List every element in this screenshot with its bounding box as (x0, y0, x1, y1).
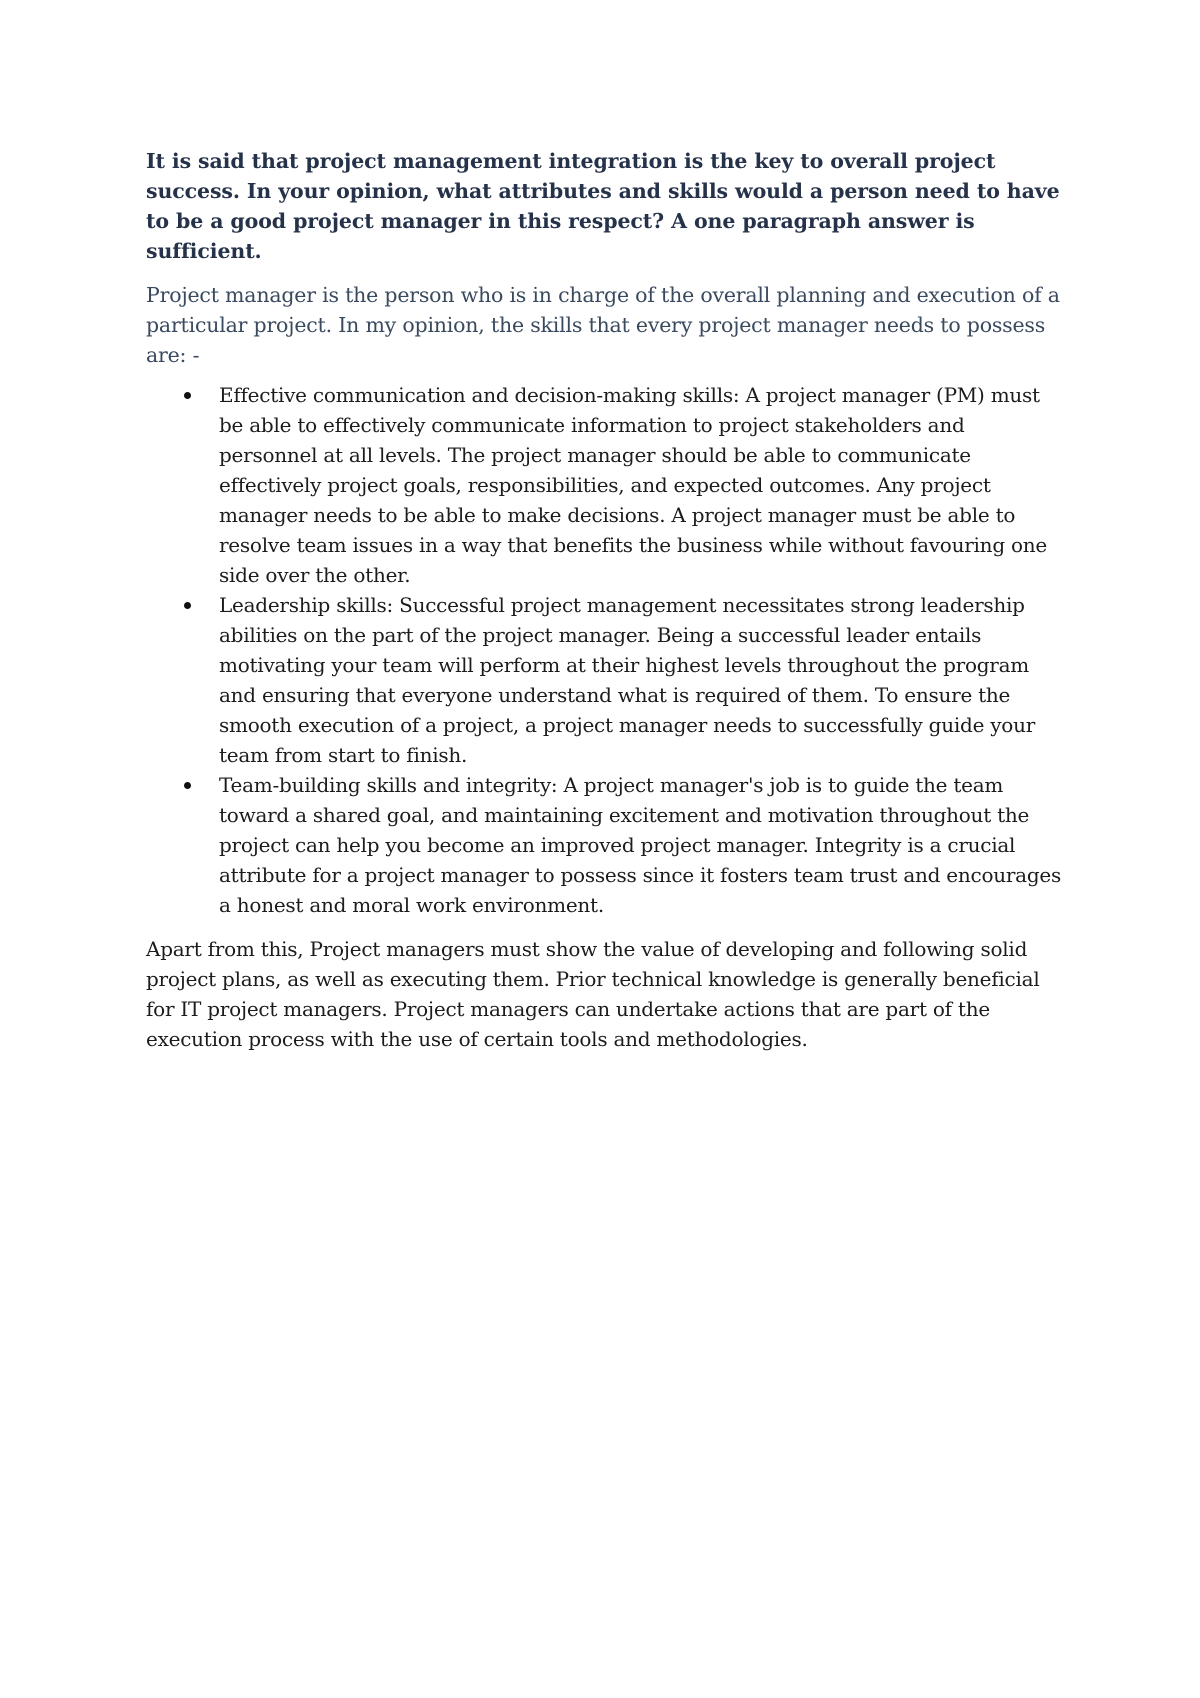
list-item-text: Leadership skills: Successful project management necessitates strong leadership abilities on the part of the project manager. Being a successful leader entails motivating your team will perform at their highest levels throughout the program and ensuring that everyone understand what is required of them. To ensure the smooth execution of a project, a project manager needs to successfully guide your team from start to finish. (219, 593, 1036, 767)
list-item-text: Team-building skills and integrity: A project manager's job is to guide the team toward a shared goal, and maintaining excitement and motivation throughout the project can help you become an improved project manager. Integrity is a crucial attribute for a project manager to possess since it fosters team trust and encourages a honest and moral work environment. (219, 773, 1062, 917)
bullet-icon (184, 782, 191, 789)
list-item (146, 380, 1066, 590)
bullet-icon (184, 392, 191, 399)
skills-list (146, 380, 1066, 920)
bullet-icon (184, 602, 191, 609)
intro-paragraph: Project manager is the person who is in charge of the overall planning and execution of a particular project. In my opinion, the skills that every project manager needs to possess are: - (146, 283, 1060, 367)
question-heading: It is said that project management integration is the key to overall project success. In your opinion, what attributes and skills would a person need to have to be a good project manager in this respect? A one paragraph answer is sufficient. (146, 149, 1060, 263)
list-item (146, 770, 1066, 920)
list-item-text: Effective communication and decision-making skills: A project manager (PM) must be able to effectively communicate information to project stakeholders and personnel at all levels. The project manager should be able to communicate effectively project goals, responsibilities, and expected outcomes. Any project manager needs to be able to make decisions. A project manager must be able to resolve team issues in a way that benefits the business while without favouring one side over the other. (219, 383, 1047, 587)
list-item (146, 590, 1066, 770)
closing-paragraph: Apart from this, Project managers must show the value of developing and following solid project plans, as well as executing them. Prior technical knowledge is generally beneficial for IT project managers. Project managers can undertake actions that are part of the execution process with the use of certain tools and methodologies. (146, 937, 1040, 1051)
document-body (146, 146, 1066, 1054)
